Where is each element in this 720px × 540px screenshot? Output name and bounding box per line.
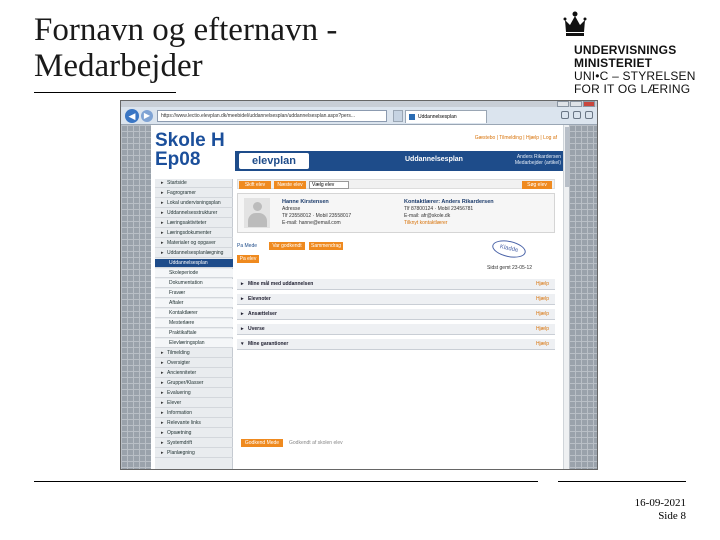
nav-item[interactable] <box>155 269 233 278</box>
avatar <box>244 198 270 228</box>
chevron-right-icon: ▸ <box>161 440 164 446</box>
chevron-right-icon: ▸ <box>161 360 164 366</box>
approve-button[interactable]: Var godkendt <box>269 242 305 250</box>
site-favicon-icon <box>409 114 415 120</box>
nav-item[interactable] <box>155 289 233 298</box>
nav-item[interactable] <box>155 389 233 398</box>
nav-item-label: Grupper/Klasser <box>167 380 204 386</box>
section-help-link[interactable]: Hjælp <box>535 281 549 287</box>
approve-meeting-button[interactable]: Godkend Mede <box>241 439 283 447</box>
student-name: Hanne Kirstensen <box>282 199 329 205</box>
student-select-bar <box>237 179 555 189</box>
nav-item[interactable] <box>155 409 233 418</box>
chevron-right-icon: ▸ <box>161 180 164 186</box>
brand-bar <box>235 151 569 171</box>
search-student-button[interactable]: Søg elev <box>522 181 552 189</box>
nav-item[interactable] <box>155 179 233 188</box>
nav-item[interactable] <box>155 369 233 378</box>
section-help-link[interactable]: Hjælp <box>535 296 549 302</box>
chevron-right-icon: ▸ <box>241 326 244 332</box>
nav-item[interactable] <box>155 299 233 308</box>
approval-note: Godkendt af skolen elev <box>289 440 343 446</box>
background-tiles-right <box>569 125 598 470</box>
home-icon[interactable] <box>561 111 569 119</box>
user-name: Anders Rikardersen <box>516 154 561 160</box>
chevron-right-icon: ▸ <box>161 450 164 456</box>
logo-line-3: UNI•C – STYRELSEN <box>574 69 696 83</box>
footer-rule-left <box>34 481 538 482</box>
print-button[interactable]: Pa elev <box>237 255 259 263</box>
student-phone: Tlf 23558012 · Mobil 23558017 <box>282 213 352 219</box>
nav-item[interactable] <box>155 319 233 328</box>
chevron-right-icon: ▸ <box>161 250 164 256</box>
last-saved: Sidst gemt 23-05-12 <box>487 265 533 271</box>
plan-section[interactable] <box>237 279 555 290</box>
browser-tab-active[interactable] <box>405 110 487 123</box>
page-scrollbar[interactable] <box>563 125 569 470</box>
plan-section[interactable] <box>237 309 555 320</box>
background-tiles-left <box>121 125 151 470</box>
nav-item-label: Information <box>167 410 193 416</box>
nav-item[interactable] <box>155 359 233 368</box>
section-label: Mine garantioner <box>248 341 289 347</box>
next-student-button[interactable]: Næste elev <box>274 181 306 189</box>
tools-gear-icon[interactable] <box>585 111 593 119</box>
nav-item[interactable] <box>155 249 233 258</box>
student-select[interactable]: Vælg elev <box>309 181 349 189</box>
footer-page-number: Side 8 <box>658 510 686 522</box>
nav-item-label: Oversigter <box>167 360 191 366</box>
section-label: Ansættelser <box>248 311 277 317</box>
nav-item[interactable] <box>155 419 233 428</box>
nav-item[interactable] <box>155 259 233 268</box>
nav-item[interactable] <box>155 239 233 248</box>
nav-item[interactable] <box>155 379 233 388</box>
nav-item[interactable] <box>155 189 233 198</box>
main-content <box>237 179 567 469</box>
crown-icon <box>562 10 588 38</box>
nav-item[interactable] <box>155 219 233 228</box>
scrollbar-thumb[interactable] <box>565 127 569 187</box>
section-help-link[interactable]: Hjælp <box>535 326 549 332</box>
contact-link[interactable]: Tilknyt kontaktlærer <box>404 220 448 226</box>
nav-item-label: Evaluering <box>167 390 191 396</box>
chevron-right-icon: ▸ <box>161 230 164 236</box>
nav-item-label: Skoleperiode <box>169 270 199 276</box>
nav-item[interactable] <box>155 349 233 358</box>
logo-line-4: FOR IT OG LÆRING <box>574 82 691 96</box>
nav-item-label: Fagrogramer <box>167 190 196 196</box>
browser-address-row <box>121 107 598 125</box>
nav-item-label: Systemdrift <box>167 440 193 446</box>
chevron-right-icon: ▸ <box>161 410 164 416</box>
change-student-button[interactable]: Skift elev <box>239 181 271 189</box>
url-input[interactable]: https://www.lectio.elevplan.dk/meebidel/uddannelsesplan/uddannelsesplan.aspx?pers... <box>157 110 387 122</box>
person-head-icon <box>253 202 262 211</box>
chevron-right-icon: ▸ <box>161 400 164 406</box>
title-rule <box>34 92 176 93</box>
chevron-right-icon: ▸ <box>161 370 164 376</box>
slide-title: Fornavn og efternavn - Medarbejder <box>34 12 338 84</box>
chevron-right-icon: ▸ <box>241 281 244 287</box>
nav-item-label: Startside <box>167 180 187 186</box>
nav-item[interactable] <box>155 429 233 438</box>
footer-rule-right <box>558 481 686 482</box>
nav-item[interactable] <box>155 279 233 288</box>
chevron-down-icon: ▾ <box>241 341 244 347</box>
nav-item-label: Uddannelsesplanlægning <box>167 250 224 256</box>
section-help-link[interactable]: Hjælp <box>535 311 549 317</box>
contact-phone: Tlf 87800124 · Mobil 23456781 <box>404 206 474 212</box>
elevplan-logo: elevplan <box>239 153 309 169</box>
logo-line-1: UNDERVISNINGS <box>574 43 677 57</box>
on-hold-label: Pa Mede <box>237 242 265 250</box>
nav-item-label: Læringsdokumenter <box>167 230 212 236</box>
back-button[interactable]: ◀ <box>125 109 139 123</box>
nav-item-label: Fravær <box>169 290 186 296</box>
nav-item[interactable] <box>155 199 233 208</box>
nav-item-label: Kontaktlærer <box>169 310 198 316</box>
chevron-right-icon: ▸ <box>161 390 164 396</box>
plan-section[interactable] <box>237 294 555 305</box>
draft-stamp: Kladde <box>491 238 528 261</box>
nav-item[interactable] <box>155 329 233 338</box>
favorites-icon[interactable] <box>573 111 581 119</box>
student-email: E-mail: hanne@email.com <box>282 220 341 226</box>
tab-label: Uddannelsesplan <box>418 114 457 120</box>
school-code: Ep08 <box>155 149 201 170</box>
nav-item-label: Elevlæringsplan <box>169 340 205 346</box>
nav-item-label: Planlægning <box>167 450 195 456</box>
student-role: Adresse <box>282 206 301 212</box>
nav-item[interactable] <box>155 339 233 348</box>
chevron-right-icon: ▸ <box>161 200 164 206</box>
nav-item-label: Aftaler <box>169 300 184 306</box>
logged-in-user <box>515 154 561 166</box>
nav-item[interactable] <box>155 449 233 458</box>
section-label: Elevnoter <box>248 296 271 302</box>
chevron-right-icon: ▸ <box>161 350 164 356</box>
nav-item-label: Uddannelsesplan <box>169 260 208 266</box>
chevron-right-icon: ▸ <box>161 190 164 196</box>
forward-button[interactable]: ▶ <box>141 110 153 122</box>
nav-item-label: Uddannelsesstrukturer <box>167 210 218 216</box>
user-role: Medarbejder (artikel) <box>514 160 561 166</box>
section-help-link[interactable]: Hjælp <box>535 341 549 347</box>
chevron-right-icon: ▸ <box>161 220 164 226</box>
brand-title: Uddannelsesplan <box>405 156 463 163</box>
nav-item-label: Elever <box>167 400 182 406</box>
section-label: Uverse <box>248 326 265 332</box>
nav-item-label: Dokumentation <box>169 280 203 286</box>
school-name: Skole H <box>155 130 225 151</box>
elevplan-page <box>151 125 569 470</box>
plan-section[interactable] <box>237 339 555 350</box>
person-body-icon <box>248 213 267 227</box>
nav-item-label: Mesterlære <box>169 320 195 326</box>
section-label: Mine mål med uddannelsen <box>248 281 314 287</box>
nav-item-label: Læringsaktiviteter <box>167 220 207 226</box>
chevron-right-icon: ▸ <box>161 210 164 216</box>
logo-line-2: MINISTERIET <box>574 56 653 70</box>
nav-item[interactable] <box>155 229 233 238</box>
left-nav <box>155 179 233 469</box>
nav-item-label: Lokal undervisningsplan <box>167 200 221 206</box>
chevron-right-icon: ▸ <box>241 296 244 302</box>
nav-item-label: Materialer og opgaver <box>167 240 216 246</box>
contact-teacher-title: Kontaktlærer: Anders Rikardersen <box>404 199 494 205</box>
ministry-logo <box>560 10 700 100</box>
browser-tab-inactive[interactable] <box>393 110 403 122</box>
nav-item-label: Ancienniteter <box>167 370 197 376</box>
summary-button[interactable]: Sammendrag <box>310 243 341 249</box>
chevron-right-icon: ▸ <box>241 311 244 317</box>
chevron-right-icon: ▸ <box>161 420 164 426</box>
nav-item[interactable] <box>155 439 233 448</box>
nav-item[interactable] <box>155 399 233 408</box>
nav-item-label: Praktikaftale <box>169 330 197 336</box>
nav-item-label: Tilmelding <box>167 350 190 356</box>
nav-item-label: Opsætning <box>167 430 192 436</box>
chevron-right-icon: ▸ <box>161 380 164 386</box>
nav-item[interactable] <box>155 309 233 318</box>
chevron-right-icon: ▸ <box>161 430 164 436</box>
nav-item[interactable] <box>155 209 233 218</box>
plan-section[interactable] <box>237 324 555 335</box>
top-links[interactable]: Gæstebo | Tilmelding | Hjælp | Log af <box>474 135 557 141</box>
student-card <box>237 193 555 233</box>
footer-date: 16-09-2021 <box>634 497 686 509</box>
chevron-right-icon: ▸ <box>161 240 164 246</box>
embedded-screenshot <box>120 100 598 470</box>
nav-item-label: Relevante links <box>167 420 201 426</box>
contact-email: E-mail: afr@skole.dk <box>404 213 451 219</box>
